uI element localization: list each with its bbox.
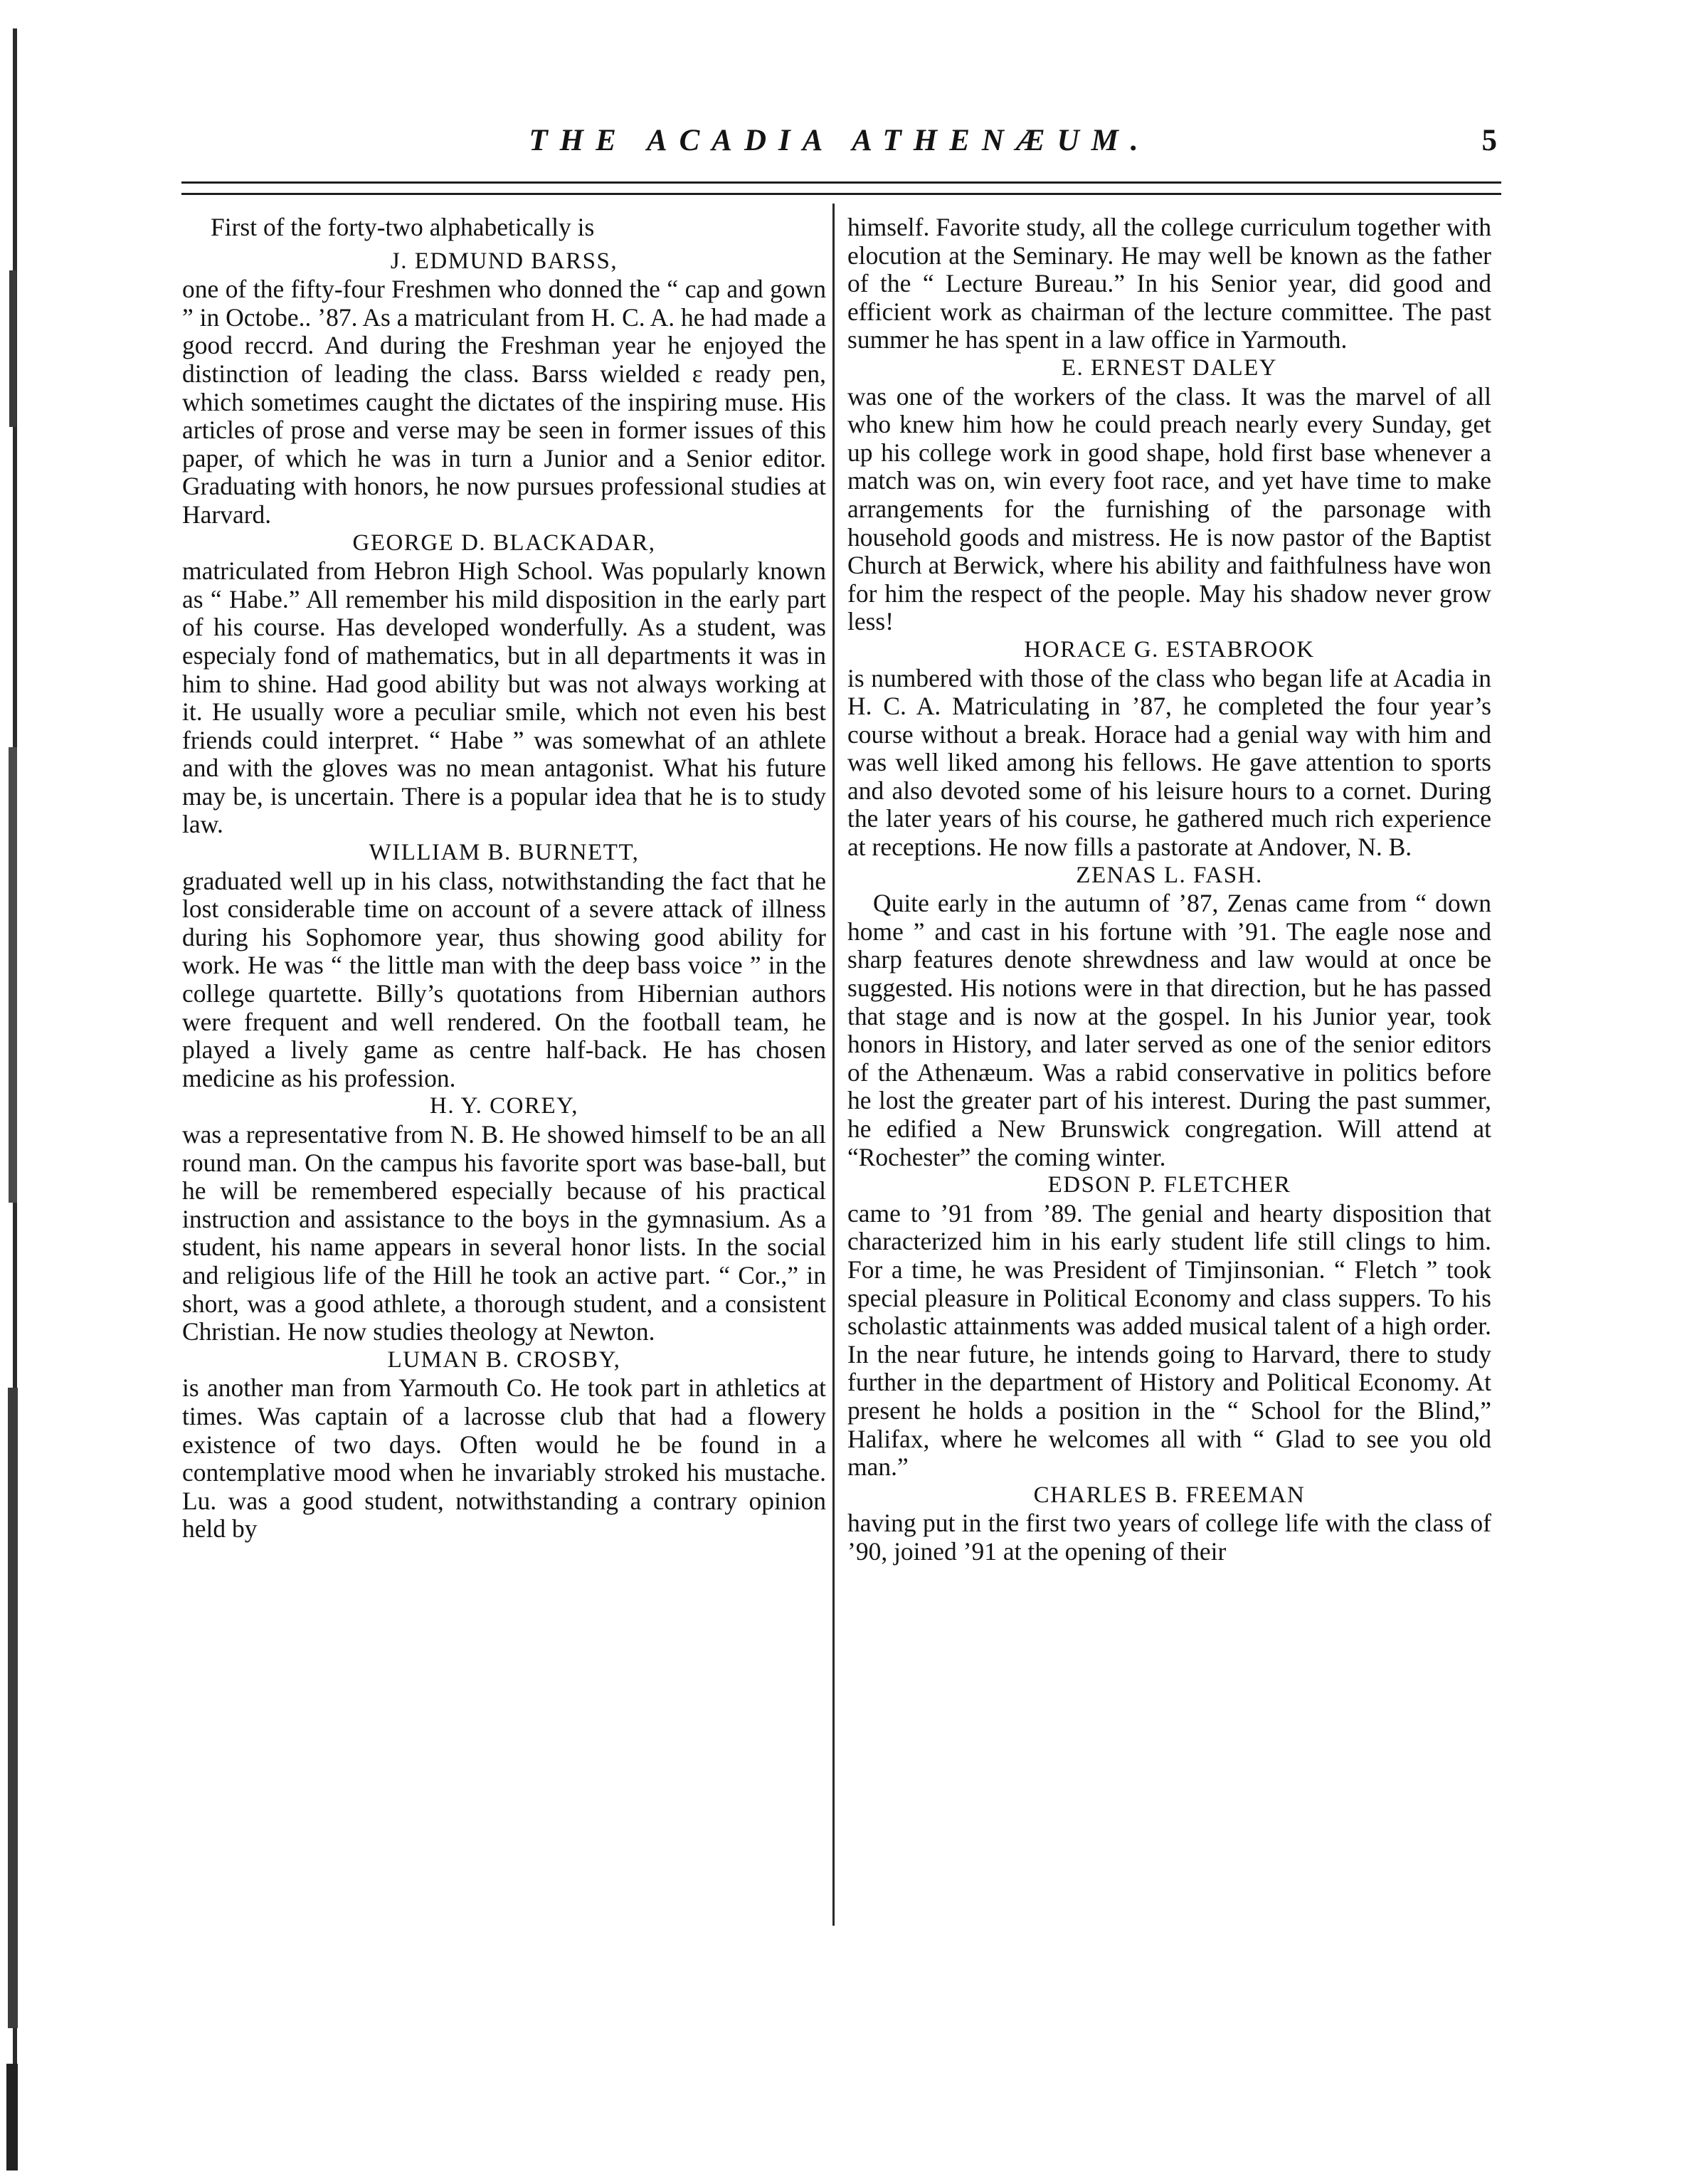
entry-name: WILLIAM B. BURNETT, [369, 840, 640, 866]
continued-text: himself. Favorite study, all the college curriculum together with elocution at the Seminary. He may well be known as the father of the “ Lecture Bureau.” In his Senior year, did good and efficient work as chairman of the lecture committee. The past summer he has spent in a law office in Yarmouth. [847, 213, 1491, 354]
entry-name: EDSON P. FLETCHER [1047, 1172, 1291, 1198]
entry-text: matriculated from Hebron High School. Was popularly known as “ Habe.” All remember his mild disposition in the early part of his course. Has developed wonderfully. As a student, was especialy fond of mathematics, but in all departments it was in him to shine. Had good ability but was not always working at it. He usually wore a peculiar smile, which not even his best friends could interpret. “ Habe ” was somewhat of an athlete and with the gloves was no mean antagonist. What his future may be, is uncertain. There is a popular idea that he is to study law. [182, 556, 826, 839]
running-title: THE ACADIA ATHENÆUM. [529, 124, 1151, 157]
intro-line: First of the forty-two alphabetically is [211, 213, 595, 241]
header-rule-top [181, 181, 1501, 184]
entry-name: LUMAN B. CROSBY, [387, 1346, 621, 1373]
entry-text: is another man from Yarmouth Co. He took part in athletics at times. Was captain of a lacrosse club that had a flowery existence of two days. Often would he be found in a contemplative mood when he invariably stroked his mustache. Lu. was a good student, notwithstanding a contrary opinion held by [182, 1373, 826, 1544]
page-header [178, 121, 1501, 164]
entry-text: was a representative from N. B. He showed himself to be an all round man. On the campus his favorite sport was base-ball, but he will be remembered especially because of his practical instruction and assistance to the boys in the gymnasium. As a student, his name appears in several honor lists. In the social and religious life of the Hill he took an active part. “ Cor.,” in short, was a good athlete, a thorough student, and a consistent Christian. He now studies theology at Newton. [182, 1120, 826, 1346]
entry-name: H. Y. COREY, [429, 1093, 579, 1119]
entry-text: one of the fifty-four Freshmen who donned the “ cap and gown ” in Octobe.. ’87. As a matriculant from H. C. A. he had made a good reccrd. And during the Freshman year he enjoyed the distinction of leading the class. Barss wielded ε ready pen, which sometimes caught the dictates of the inspiring muse. His articles of prose and verse may be seen in former issues of this paper, of which he was in turn a Junior and a Senior editor. Graduating with honors, he now pursues professional studies at Harvard. [182, 275, 827, 529]
entry-name: E. ERNEST DALEY [1061, 354, 1278, 381]
entry-name: J. EDMUND BARSS, [390, 248, 618, 274]
left-column [182, 213, 826, 1544]
scanned-page-edge [0, 0, 27, 2184]
entry-text: having put in the first two years of college life with the class of ’90, joined ’91 at the opening of their [847, 1509, 1491, 1566]
entry-text: is numbered with those of the class who began life at Acadia in H. C. A. Matriculating in ’87, he completed the four year’s course without a break. Horace had a genial way with him and was well liked among his fellows. He gave attention to sports and also devoted some of his leisure hours to a cornet. During the later years of his course, he gathered much rich experience at receptions. He now fills a pastorate at Andover, N. B. [847, 663, 1491, 862]
page-number: 5 [1481, 124, 1497, 157]
entry-text: Quite early in the autumn of ’87, Zenas came from “ down home ” and cast in his fortune with ’91. The eagle nose and sharp features denote shrewdness and law would at once be suggested. His notions were in that direction, but he has passed that stage and is now at the gospel. In his Junior year, took honors in History, and later served as one of the senior editors of the Athenæum. Was a rabid conservative in politics before he lost the greater part of his interest. During the past summer, he edified a New Brunswick congregation. Will attend at “Rochester” the coming winter. [847, 889, 1491, 1171]
column-divider [832, 204, 835, 1926]
entry-name: HORACE G. ESTABROOK [1024, 636, 1315, 663]
entry-text: was one of the workers of the class. It was the marvel of all who knew him how he could preach nearly every Sunday, get up his college work in good shape, hold first base whenever a match was on, win every foot race, and yet have time to make arrangements for the furnishing of the parsonage with household goods and mistress. He is now pastor of the Baptist Church at Berwick, where his ability and faithfulness have won for him the respect of the people. May his shadow never grow less! [847, 381, 1491, 636]
header-rule-bottom [181, 193, 1501, 195]
entry-name: GEORGE D. BLACKADAR, [352, 529, 656, 556]
entry-text: came to ’91 from ’89. The genial and hearty disposition that characterized him in his early student life still clings to him. For a time, he was President of Timjinsonian. “ Fletch ” took special pleasure in Political Economy and class suppers. To his scholastic attainments was added musical talent of a high order. In the near future, he intends going to Harvard, there to study further in the department of History and Political Economy. At present he holds a position in the “ School for the Blind,” Halifax, where he welcomes all with “ Glad to see you old man.” [847, 1198, 1491, 1482]
right-column [847, 213, 1491, 1566]
entry-text: graduated well up in his class, notwithstanding the fact that he lost considerable time on account of a severe attack of illness during his Sophomore year, thus showing good ability for work. He was “ the little man with the deep bass voice ” in the college quartette. Billy’s quotations from Hibernian authors were frequent and well rendered. On the football team, he played a lively game as centre half-back. He has chosen medicine as his profession. [182, 866, 826, 1092]
entry-name: CHARLES B. FREEMAN [1033, 1482, 1306, 1508]
entry-name: ZENAS L. FASH. [1076, 862, 1263, 888]
